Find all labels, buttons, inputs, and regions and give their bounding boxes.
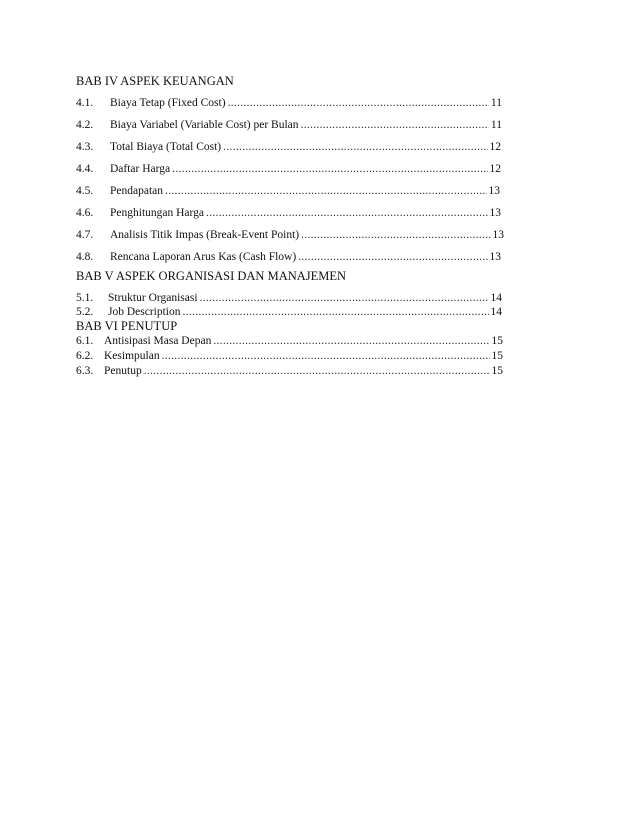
toc-entry-4-2[interactable] (76, 118, 502, 132)
toc-entry-6-3[interactable] (76, 364, 503, 378)
toc-entry-4-6[interactable] (76, 206, 501, 220)
dot-leader (223, 140, 487, 154)
toc-entry-6-1[interactable] (76, 334, 503, 348)
dot-leader (213, 334, 489, 348)
dot-leader (200, 291, 489, 305)
dot-leader (144, 364, 490, 378)
entry-number: 4.7. (76, 229, 94, 241)
entry-number: 4.5. (76, 185, 94, 197)
dot-leader (206, 206, 487, 220)
toc-entry-4-5[interactable] (76, 184, 500, 198)
toc-entry-6-2[interactable] (76, 349, 503, 363)
entry-number: 4.1. (76, 97, 94, 109)
toc-entry-4-8[interactable] (76, 250, 501, 264)
dot-leader (183, 305, 489, 319)
entry-page-number: 11 (490, 97, 502, 109)
entry-page-number: 14 (490, 306, 502, 318)
toc-entry-5-1[interactable] (76, 291, 502, 305)
entry-title: Job Description (108, 306, 181, 318)
entry-number: 6.1. (76, 335, 94, 347)
dot-leader (172, 162, 487, 176)
entry-title: Biaya Variabel (Variable Cost) per Bulan (110, 119, 299, 131)
entry-title: Total Biaya (Total Cost) (110, 141, 222, 153)
entry-title: Penutup (104, 365, 142, 377)
entry-title: Antisipasi Masa Depan (104, 335, 212, 347)
toc-entry-4-1[interactable] (76, 96, 502, 110)
entry-title: Penghitungan Harga (110, 207, 205, 219)
entry-number: 4.2. (76, 119, 94, 131)
entry-page-number: 13 (492, 229, 504, 241)
entry-page-number: 14 (490, 292, 502, 304)
entry-page-number: 15 (491, 365, 503, 377)
dot-leader (228, 96, 489, 110)
section-heading-bab-vi: BAB VI PENUTUP (76, 319, 178, 333)
entry-number: 4.6. (76, 207, 94, 219)
entry-number: 6.3. (76, 365, 94, 377)
entry-number: 6.2. (76, 350, 94, 362)
entry-page-number: 13 (488, 185, 500, 197)
entry-number: 4.4. (76, 163, 94, 175)
entry-title: Daftar Harga (110, 163, 171, 175)
entry-number: 4.3. (76, 141, 94, 153)
entry-title: Kesimpulan (104, 350, 160, 362)
entry-number: 5.1. (76, 292, 94, 304)
entry-title: Pendapatan (110, 185, 164, 197)
entry-page-number: 12 (489, 163, 501, 175)
entry-title: Rencana Laporan Arus Kas (Cash Flow) (110, 251, 297, 263)
dot-leader (301, 118, 489, 132)
toc-entry-4-4[interactable] (76, 162, 501, 176)
entry-page-number: 15 (491, 350, 503, 362)
dot-leader (301, 228, 490, 242)
toc-entry-4-7[interactable] (76, 228, 504, 242)
dot-leader (298, 250, 487, 264)
entry-page-number: 12 (489, 141, 501, 153)
entry-title: Struktur Organisasi (108, 292, 198, 304)
toc-entry-4-3[interactable] (76, 140, 501, 154)
entry-page-number: 11 (490, 119, 502, 131)
section-heading-bab-v: BAB V ASPEK ORGANISASI DAN MANAJEMEN (76, 269, 347, 283)
entry-page-number: 13 (489, 251, 501, 263)
entry-title: Analisis Titik Impas (Break-Event Point) (110, 229, 300, 241)
entry-title: Biaya Tetap (Fixed Cost) (110, 97, 226, 109)
toc-entry-5-2[interactable] (76, 305, 502, 319)
entry-number: 4.8. (76, 251, 94, 263)
section-heading-bab-iv: BAB IV ASPEK KEUANGAN (76, 74, 234, 88)
entry-page-number: 15 (491, 335, 503, 347)
dot-leader (162, 349, 490, 363)
dot-leader (165, 184, 486, 198)
entry-page-number: 13 (489, 207, 501, 219)
entry-number: 5.2. (76, 306, 94, 318)
